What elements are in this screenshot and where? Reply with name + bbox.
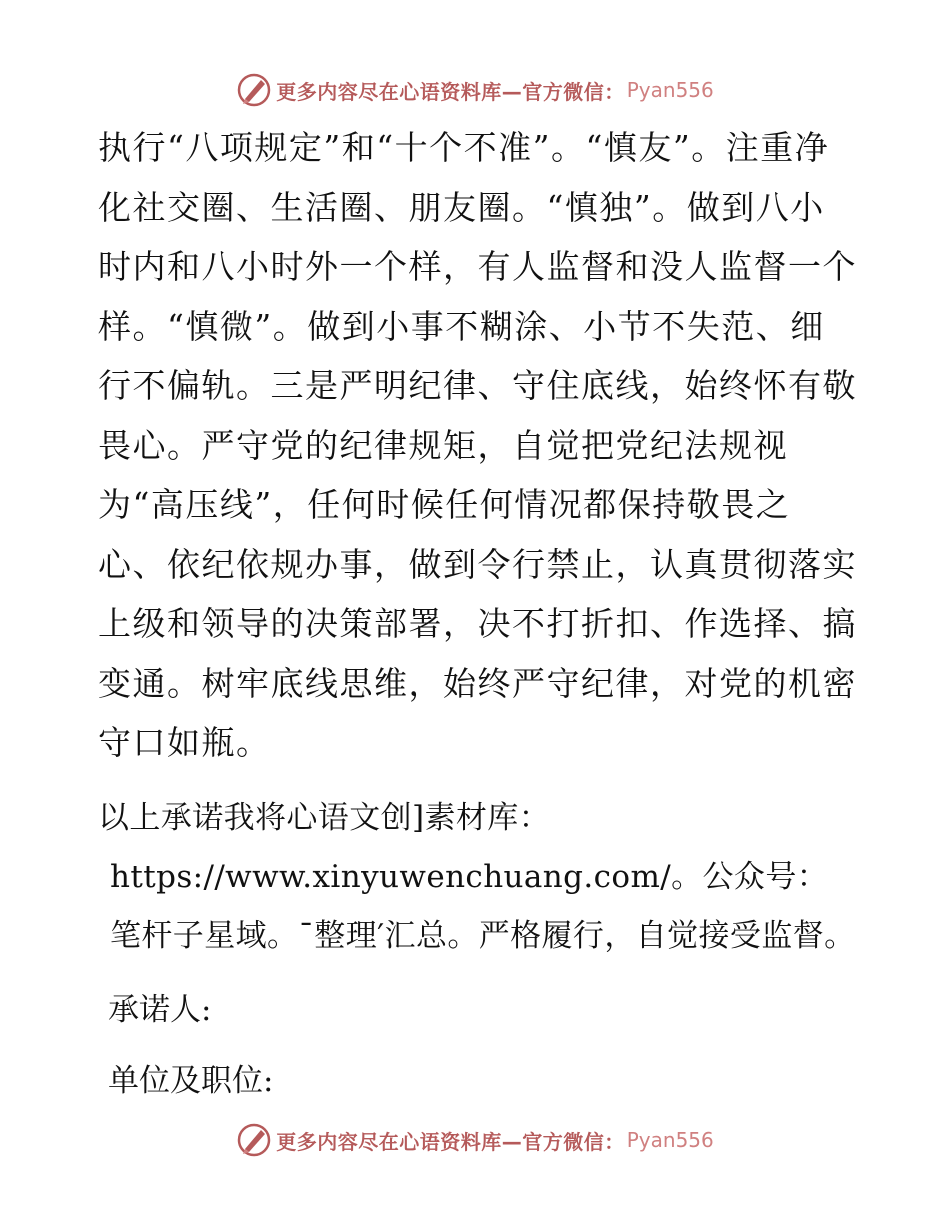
header-banner [0, 70, 950, 110]
footer-banner-text: 更多内容尽在心语资料库—官方微信： [276, 1129, 625, 1154]
document-body [98, 118, 858, 1100]
footer-wechat-id: Pyan556 [626, 1128, 714, 1152]
body-paragraph-1: 执行“八项规定”和“十个不准”。“慎友”。注重净化社交圈、生活圈、朋友圈。“慎独”。做到八小时内和八小时外一个样，有人监督和没人监督一个样。“慎微”。做到小事不糊涂、小节不失范、细行不偏轨。三是严明纪律、守住底线，始终怀有敬畏心。严守党的纪律规矩，自觉把党纪法规视为“高压线”，任何时候任何情况都保持敬畏之心、依纪依规办事，做到令行禁止，认真贯彻落实上级和领导的决策部署，决不打折扣、作选择、搞变通。树牢底线思维，始终严守纪律，对党的机密守口如瓶。 [98, 128, 857, 762]
header-banner-text: 更多内容尽在心语资料库—官方微信： [276, 79, 625, 104]
unit-position-label: 单位及职位: [108, 1062, 274, 1099]
pen-logo-icon [236, 1122, 272, 1158]
pen-logo-icon [236, 72, 272, 108]
promiser-label: 承诺人: [108, 991, 212, 1028]
footer-banner [0, 1120, 950, 1160]
header-wechat-id: Pyan556 [626, 78, 714, 102]
body-paragraph-2: 以上承诺我将心语文创]素材库：https://www.xinyuwenchuang.com/。公众号：笔杆子星域。¯整理′汇总。严格履行，自觉接受监督。 [98, 799, 856, 954]
